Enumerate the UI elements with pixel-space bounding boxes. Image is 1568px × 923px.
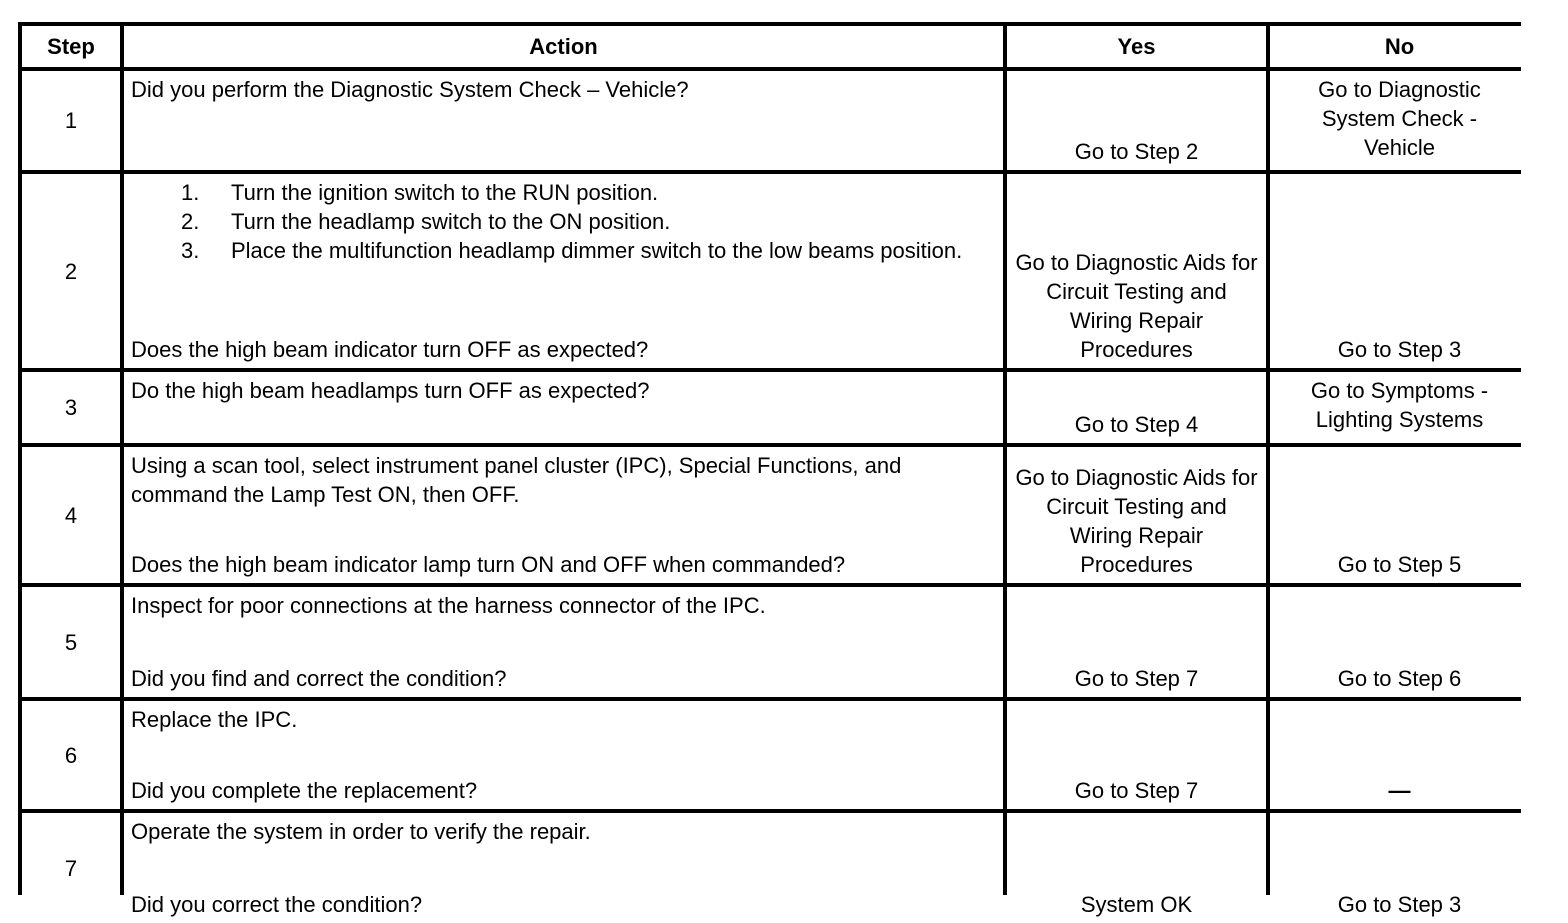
no-cell: Go to Step 3 (1270, 174, 1529, 368)
no-cell: — (1270, 701, 1529, 809)
step-number: 5 (22, 587, 120, 697)
action-question: Does the high beam indicator lamp turn ON and OFF when commanded? (131, 552, 846, 577)
action-cell (124, 813, 1003, 923)
header-step: Step (22, 26, 120, 67)
action-question: Did you correct the condition? (131, 892, 423, 917)
action-text: Did you perform the Diagnostic System Check – Vehicle? (131, 77, 689, 102)
step-number: 1 (22, 71, 120, 170)
action-cell (124, 447, 1003, 583)
list-item (131, 207, 997, 236)
list-text: Turn the ignition switch to the RUN position. (231, 180, 659, 205)
list-item (131, 178, 997, 207)
action-text: Do the high beam headlamps turn OFF as expected? (131, 378, 650, 403)
no-cell: Go to Step 3 (1270, 813, 1529, 923)
yes-cell: Go to Diagnostic Aids for Circuit Testing and Wiring Repair Procedures (1007, 174, 1266, 368)
action-text: Inspect for poor connections at the harness connector of the IPC. (131, 593, 766, 618)
yes-cell: Go to Step 4 (1007, 372, 1266, 443)
no-cell: Go to Step 5 (1270, 447, 1529, 583)
list-number: 3. (181, 238, 200, 263)
step-number: 6 (22, 701, 120, 809)
yes-cell: Go to Step 2 (1007, 71, 1266, 170)
action-cell (124, 174, 1003, 368)
action-text: Operate the system in order to verify the repair. (131, 819, 591, 844)
action-question: Does the high beam indicator turn OFF as expected? (131, 337, 649, 362)
step-number: 3 (22, 372, 120, 443)
action-text: Using a scan tool, select instrument panel cluster (IPC), Special Functions, and command the Lamp Test ON, then OFF. (131, 453, 902, 507)
action-text: Replace the IPC. (131, 707, 298, 732)
yes-cell: Go to Step 7 (1007, 587, 1266, 697)
header-action: Action (124, 26, 1003, 67)
no-cell: Go to Symptoms - Lighting Systems (1270, 372, 1529, 443)
list-number: 1. (181, 180, 200, 205)
action-question: Did you complete the replacement? (131, 778, 478, 803)
step-number: 2 (22, 174, 120, 368)
no-cell: Go to Step 6 (1270, 587, 1529, 697)
step-number: 4 (22, 447, 120, 583)
action-cell (124, 587, 1003, 697)
diagnostic-table (18, 22, 1521, 917)
yes-cell: Go to Diagnostic Aids for Circuit Testing and Wiring Repair Procedures (1007, 447, 1266, 583)
header-no: No (1270, 26, 1529, 67)
action-question: Did you find and correct the condition? (131, 666, 507, 691)
no-cell: Go to Diagnostic System Check - Vehicle (1270, 71, 1529, 170)
list-text: Turn the headlamp switch to the ON position. (231, 209, 671, 234)
action-cell (124, 71, 1003, 170)
action-list (131, 178, 997, 265)
list-number: 2. (181, 209, 200, 234)
yes-cell: Go to Step 7 (1007, 701, 1266, 809)
step-number: 7 (22, 813, 120, 923)
action-cell (124, 372, 1003, 443)
list-text: Place the multifunction headlamp dimmer switch to the low beams position. (231, 238, 963, 263)
list-item (131, 236, 997, 265)
header-yes: Yes (1007, 26, 1266, 67)
action-cell (124, 701, 1003, 809)
yes-cell: System OK (1007, 813, 1266, 923)
